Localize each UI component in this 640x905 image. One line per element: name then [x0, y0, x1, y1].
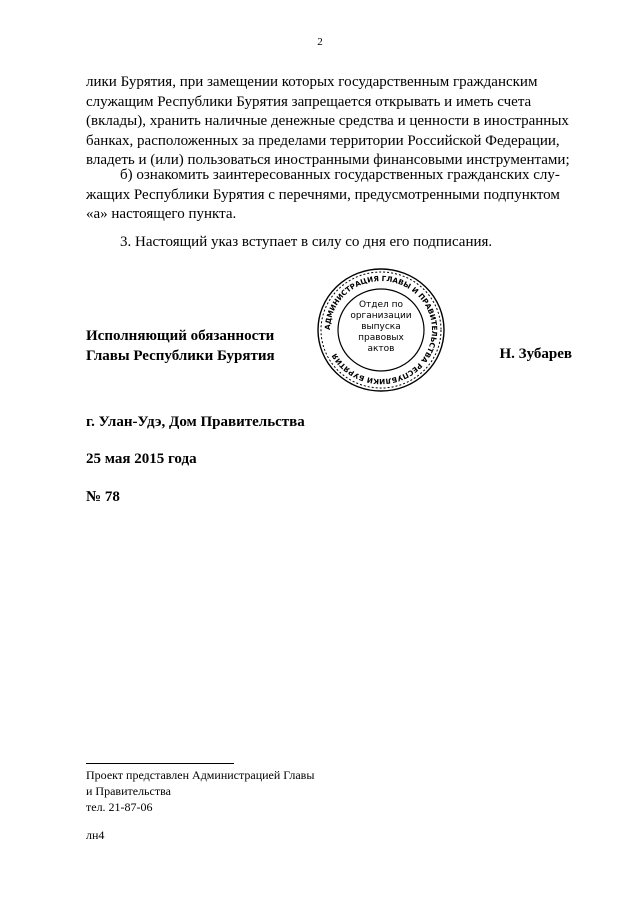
footnote	[86, 767, 314, 815]
stamp-center-line: правовых	[358, 333, 404, 343]
signing-place: г. Улан-Удэ, Дом Правительства	[86, 414, 305, 430]
page-number: 2	[317, 36, 323, 48]
stamp-seal-image	[315, 266, 447, 394]
footnote-phone: тел. 21-87-06	[86, 800, 153, 814]
document-code: лн4	[86, 828, 105, 842]
paragraph-3: 3. Настоящий указ вступает в силу со дня его подписания.	[120, 234, 493, 250]
signatory-position-line: Исполняющий обязанности	[86, 328, 275, 344]
official-stamp	[315, 266, 447, 394]
signatory-position-line: Главы Республики Бурятия	[86, 348, 275, 364]
stamp-center-line: Отдел по	[358, 300, 404, 310]
footnote-line: и Правительства	[86, 784, 171, 798]
stamp-center-line: выпуска	[361, 322, 401, 332]
stamp-center-line: организации	[350, 311, 412, 321]
paragraph-a	[86, 73, 572, 171]
footnote-divider	[86, 763, 234, 764]
paragraph-b-line: б) ознакомить заинтересованных государственных гражданских слу-	[120, 167, 560, 183]
paragraph-b	[86, 166, 572, 225]
paragraph-b-line: жащих Республики Бурятия с перечнями, предусмотренными подпунктом	[86, 186, 560, 203]
decree-number: № 78	[86, 489, 120, 505]
signing-date: 25 мая 2015 года	[86, 451, 197, 467]
paragraph-b-line: «а» настоящего пункта.	[86, 206, 237, 222]
paragraph-a-line: лики Бурятия, при замещении которых государственным гражданским	[86, 74, 538, 90]
stamp-center-line: актов	[367, 344, 395, 354]
stamp-ring-text: АДМИНИСТРАЦИЯ ГЛАВЫ И ПРАВИТЕЛЬСТВА РЕСПУБЛИКИ БУРЯТИЯ	[322, 273, 440, 387]
paragraph-a-line: владеть и (или) пользоваться иностранными финансовыми инструментами;	[86, 152, 570, 168]
paragraph-a-line: (вклады), хранить наличные денежные средства и ценности в иностранных	[86, 113, 569, 129]
signatory-name: Н. Зубарев	[499, 346, 572, 362]
paragraph-a-line: банках, расположенных за пределами территории Российской Федерации,	[86, 132, 560, 149]
paragraph-a-line: служащим Республики Бурятия запрещается открывать и иметь счета	[86, 93, 532, 110]
footnote-line: Проект представлен Администрацией Главы	[86, 768, 315, 782]
